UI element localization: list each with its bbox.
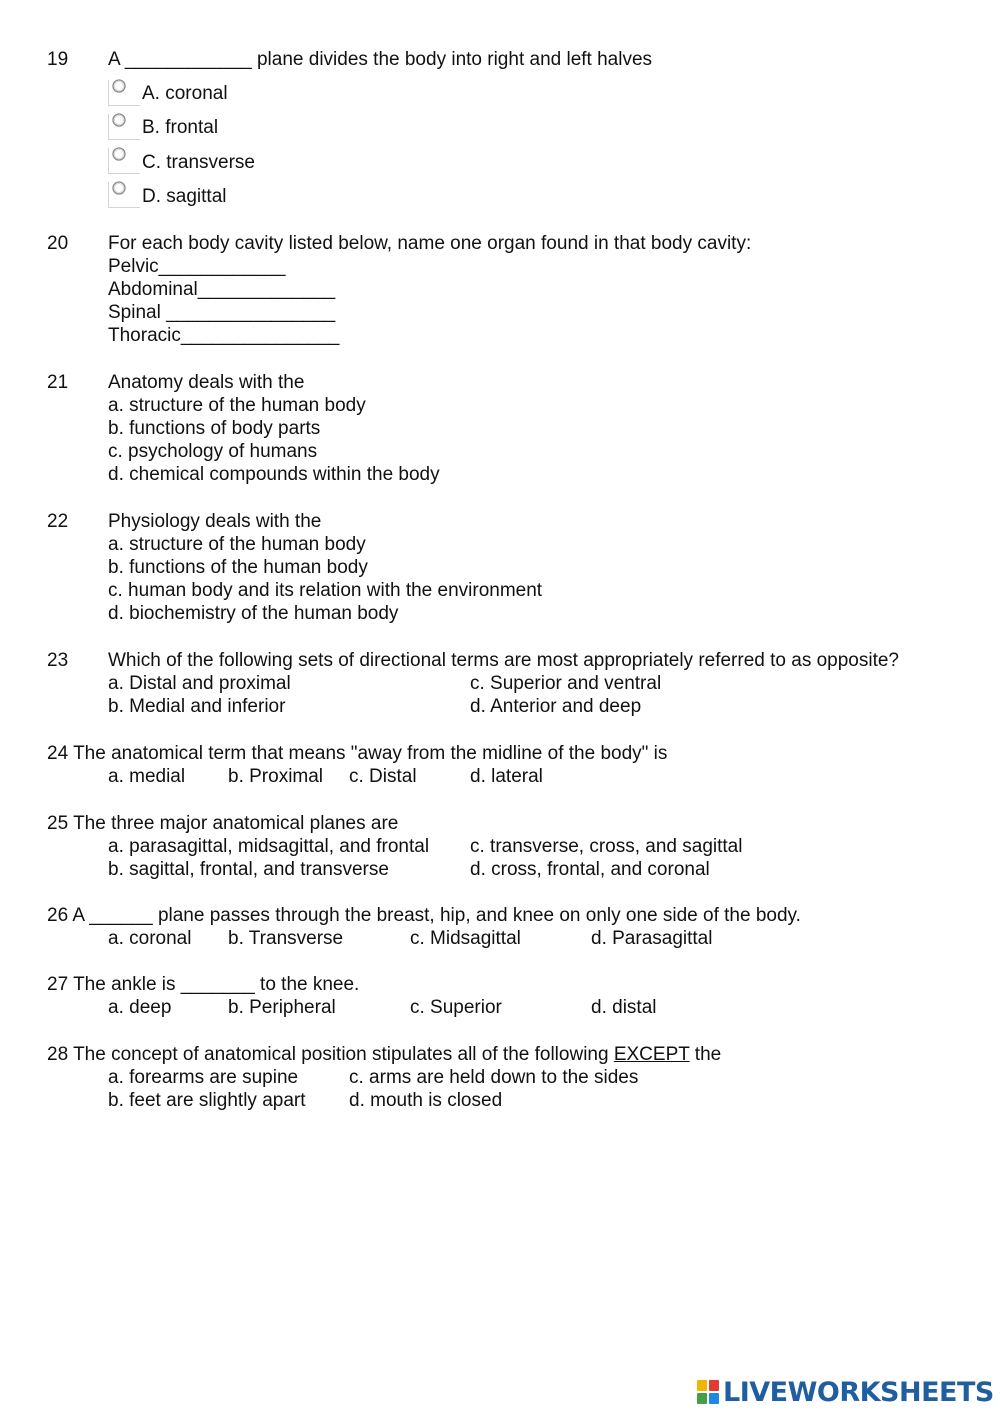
q26-option-b[interactable]: b. Transverse: [228, 928, 344, 949]
q24-option-b[interactable]: b. Proximal: [228, 766, 324, 787]
liveworksheets-wordmark: LIVEWORKSHEETS: [723, 1376, 994, 1408]
q19-radio-c[interactable]: [108, 148, 140, 174]
q19-radio-b[interactable]: [108, 114, 140, 140]
q26-text: 26 A ______ plane passes through the breast, hip, and knee on only one side of the body.: [47, 905, 801, 926]
q28-option-c[interactable]: c. arms are held down to the sides: [349, 1067, 639, 1088]
radio-circle-icon: [111, 78, 127, 94]
q24-text: 24 The anatomical term that means "away from the midline of the body" is: [47, 743, 668, 764]
q27-option-b[interactable]: b. Peripheral: [228, 997, 336, 1018]
q25-option-d[interactable]: d. cross, frontal, and coronal: [470, 859, 710, 880]
liveworksheets-logo: [697, 1376, 994, 1408]
q21-text: Anatomy deals with the: [108, 372, 305, 393]
q27-option-a[interactable]: a. deep: [108, 997, 172, 1018]
q23-number: 23: [47, 650, 69, 671]
q23-option-c[interactable]: c. Superior and ventral: [470, 673, 662, 694]
q22-option-c[interactable]: c. human body and its relation with the environment: [108, 580, 543, 601]
q22-option-b[interactable]: b. functions of the human body: [108, 557, 368, 578]
q24-option-c[interactable]: c. Distal: [349, 766, 417, 787]
q24-option-d[interactable]: d. lateral: [470, 766, 543, 787]
q21-option-a[interactable]: a. structure of the human body: [108, 395, 366, 416]
q25-text: 25 The three major anatomical planes are: [47, 813, 399, 834]
q21-option-d[interactable]: d. chemical compounds within the body: [108, 464, 440, 485]
q28-text-before: 28 The concept of anatomical position stipulates all of the following: [47, 1044, 614, 1065]
radio-circle-icon: [111, 146, 127, 162]
q27-option-c[interactable]: c. Superior: [410, 997, 502, 1018]
q21-option-c[interactable]: c. psychology of humans: [108, 441, 318, 462]
q22-option-d[interactable]: d. biochemistry of the human body: [108, 603, 399, 624]
q19-number: 19: [47, 49, 69, 70]
q22-option-a[interactable]: a. structure of the human body: [108, 534, 366, 555]
q19-radio-a[interactable]: [108, 80, 140, 106]
liveworksheets-blocks-icon: [697, 1380, 719, 1404]
radio-circle-icon: [111, 112, 127, 128]
q23-option-b[interactable]: b. Medial and inferior: [108, 696, 286, 717]
q25-option-c[interactable]: c. transverse, cross, and sagittal: [470, 836, 743, 857]
q19-radio-d[interactable]: [108, 182, 140, 208]
q28-option-a[interactable]: a. forearms are supine: [108, 1067, 299, 1088]
q19-text: A ____________ plane divides the body into right and left halves: [108, 49, 653, 70]
q26-option-a[interactable]: a. coronal: [108, 928, 192, 949]
q19-option-a: A. coronal: [142, 83, 228, 104]
q19-option-b: B. frontal: [142, 117, 219, 138]
q28-text-emphasis: EXCEPT: [613, 1044, 690, 1065]
q21-number: 21: [47, 372, 69, 393]
q19-option-d: D. sagittal: [142, 186, 227, 207]
q20-blank-spinal[interactable]: Spinal ________________: [108, 302, 336, 323]
q20-blank-abdominal[interactable]: Abdominal_____________: [108, 279, 336, 300]
q20-blank-pelvic[interactable]: Pelvic____________: [108, 256, 286, 277]
q23-option-d[interactable]: d. Anterior and deep: [470, 696, 642, 717]
q26-option-d[interactable]: d. Parasagittal: [591, 928, 713, 949]
q23-option-a[interactable]: a. Distal and proximal: [108, 673, 291, 694]
q27-option-d[interactable]: d. distal: [591, 997, 657, 1018]
q20-text: For each body cavity listed below, name one organ found in that body cavity:: [108, 233, 752, 254]
q19-option-c: C. transverse: [142, 152, 255, 173]
q25-option-b[interactable]: b. sagittal, frontal, and transverse: [108, 859, 389, 880]
q28-option-b[interactable]: b. feet are slightly apart: [108, 1090, 306, 1111]
q24-option-a[interactable]: a. medial: [108, 766, 186, 787]
q26-option-c[interactable]: c. Midsagittal: [410, 928, 521, 949]
q22-text: Physiology deals with the: [108, 511, 322, 532]
q23-text: Which of the following sets of directional terms are most appropriately referred to as opposite?: [108, 650, 899, 671]
q27-text: 27 The ankle is _______ to the knee.: [47, 974, 360, 995]
q28-option-d[interactable]: d. mouth is closed: [349, 1090, 503, 1111]
q25-option-a[interactable]: a. parasagittal, midsagittal, and frontal: [108, 836, 430, 857]
q22-number: 22: [47, 511, 69, 532]
q28-text: [47, 1043, 721, 1066]
q21-option-b[interactable]: b. functions of body parts: [108, 418, 321, 439]
q20-blank-thoracic[interactable]: Thoracic_______________: [108, 325, 340, 346]
q20-number: 20: [47, 233, 69, 254]
q28-text-after: the: [689, 1044, 722, 1065]
radio-circle-icon: [111, 180, 127, 196]
